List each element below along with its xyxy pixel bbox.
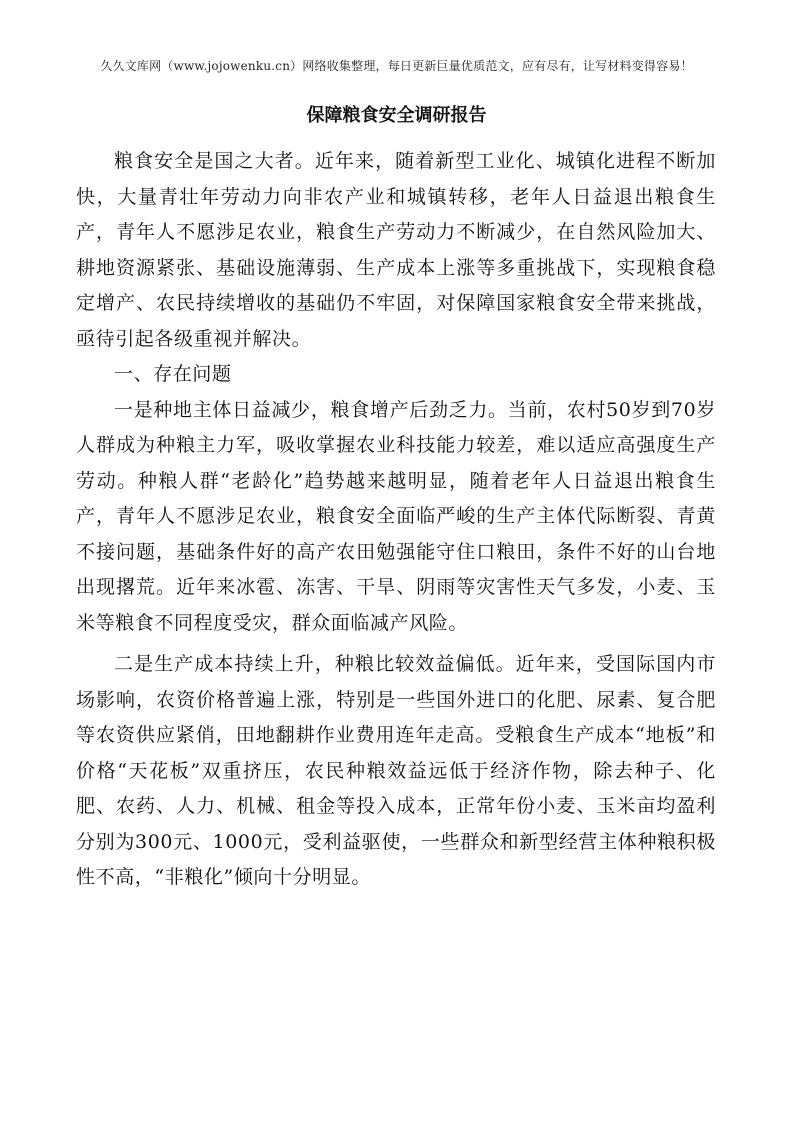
intro-paragraph: 粮食安全是国之大者。近年来，随着新型工业化、城镇化进程不断加快，大量青壮年劳动力向非农产业和城镇转移，老年人日益退出粮食生产，青年人不愿涉足农业，粮食生产劳动力不断减少，在自然风险加大、耕地资源紧张、基础设施薄弱、生产成本上涨等多重挑战下，实现粮食稳定增产、农民持续增收的基础仍不牢固，对保障国家粮食安全带来挑战，亟待引起各级重视并解决。 — [76, 150, 716, 350]
paragraph-problem-one: 一是种地主体日益减少，粮食增产后劲乏力。当前，农村50岁到70岁人群成为种粮主力军，吸收掌握农业科技能力较差，难以适应高强度生产劳动。种粮人群“老龄化”趋势越来越明显，随着老年人日益退出粮食生产，青年人不愿涉足农业，粮食安全面临严峻的生产主体代际断裂、青黄不接问题，基础条件好的高产农田勉强能守住口粮田，条件不好的山台地出现撂荒。近年来冰雹、冻害、干旱、阴雨等灾害性天气多发，小麦、玉米等粮食不同程度受灾，群众面临减产风险。 — [76, 398, 716, 634]
document-body — [76, 144, 716, 896]
header-banner: 久久文库网（www.jojowenku.cn）网络收集整理，每日更新巨量优质范文，应有尽有，让写材料变得容易！ — [100, 59, 693, 73]
paragraph-problem-two: 二是生产成本持续上升，种粮比较效益偏低。近年来，受国际国内市场影响，农资价格普遍上涨，特别是一些国外进口的化肥、尿素、复合肥等农资供应紧俏，田地翻耕作业费用连年走高。受粮食生产成本“地板”和价格“天花板”双重挤压，农民种粮效益远低于经济作物，除去种子、化肥、农药、人力、机械、租金等投入成本，正常年份小麦、玉米亩均盈利分别为300元、1000元，受利益驱使，一些群众和新型经营主体种粮积极性不高，“非粮化”倾向十分明显。 — [76, 653, 716, 888]
section-heading-problems: 一、存在问题 — [114, 363, 232, 385]
document-title: 保障粮食安全调研报告 — [306, 105, 487, 126]
